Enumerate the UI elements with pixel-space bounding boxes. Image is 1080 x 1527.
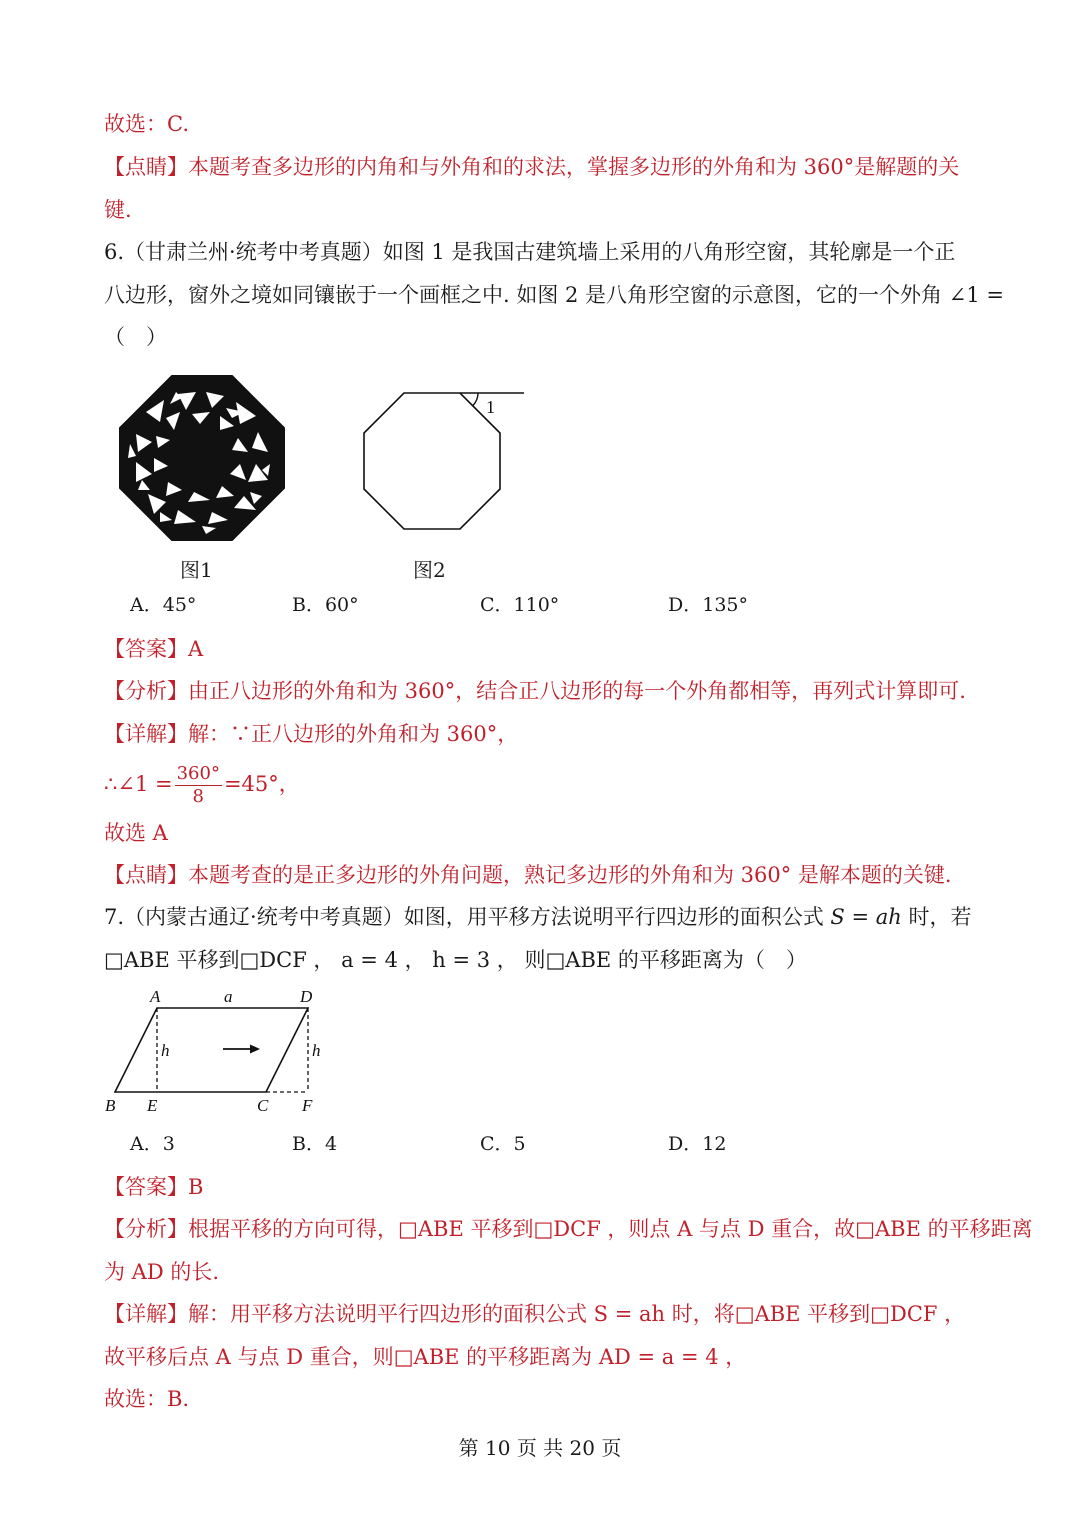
- question-6-line-1: 6.（甘肃兰州·统考中考真题）如图 1 是我国古建筑墙上采用的八角形空窗，其轮廓是一个正: [104, 240, 956, 264]
- label-D: D: [300, 987, 313, 1006]
- comment-6: 【点睛】本题考查的是正多边形的外角问题，熟记多边形的外角和为 360° 是解本题的关键.: [104, 863, 952, 887]
- choice-6-c: C．110°: [480, 594, 560, 616]
- answer-7: 【答案】B: [104, 1175, 204, 1199]
- analysis-7-line-1: 【分析】根据平移的方向可得，□ABE 平移到□DCF ，则点 A 与点 D 重合，故□ABE 的平移距离: [104, 1217, 1033, 1241]
- page-footer: 第 10 页 共 20 页: [458, 1436, 622, 1460]
- choice-7-d: D．12: [668, 1133, 727, 1155]
- choice-7-a: A．3: [130, 1133, 175, 1155]
- angle-1-label: 1: [486, 397, 495, 417]
- question-7-line-1: 7.（内蒙古通辽·统考中考真题）如图，用平移方法说明平行四边形的面积公式 S = ah 时，若: [104, 905, 972, 929]
- label-E: E: [147, 1096, 158, 1115]
- choice-6-a: A．45°: [130, 594, 197, 616]
- label-A: A: [150, 987, 161, 1006]
- detail-6: 【详解】解：∵正八边形的外角和为 360°，: [104, 722, 519, 746]
- figure-1-caption: 图1: [180, 558, 213, 582]
- label-h-right: h: [312, 1041, 321, 1060]
- figure-1-octagon-window: [116, 372, 288, 544]
- choice-6-d: D．135°: [668, 594, 748, 616]
- label-F: F: [302, 1096, 313, 1115]
- detail-7-line-1: 【详解】解：用平移方法说明平行四边形的面积公式 S = ah 时，将□ABE 平移到□DCF ，: [104, 1302, 966, 1326]
- question-6-line-3: （ ）: [104, 325, 167, 349]
- fraction: $\frac{360^\circ}{8}$: [176, 763, 220, 807]
- comment-line-1: 【点睛】本题考查多边形的内角和与外角和的求法，掌握多边形的外角和为 360°是解题的关: [104, 155, 960, 179]
- question-7-line-2: □ABE 平移到□DCF ， a = 4 ， h = 3 ， 则□ABE 的平移距离为（ ）: [104, 948, 807, 972]
- choice-7-b: B．4: [292, 1133, 338, 1155]
- question-6-line-2: 八边形，窗外之境如同镶嵌于一个画框之中. 如图 2 是八角形空窗的示意图，它的一个外角 ∠1 =: [104, 283, 1004, 307]
- calculation-6: ∴∠1 = $\frac{360^\circ}{8}$ =45°，: [104, 763, 300, 807]
- figure-2-caption: 图2: [413, 558, 446, 582]
- figure-2-octagon-diagram: [358, 382, 528, 536]
- answer-selection-5: 故选：C.: [104, 112, 189, 136]
- answer-6: 【答案】A: [104, 637, 204, 661]
- analysis-6: 【分析】由正八边形的外角和为 360°，结合正八边形的每一个外角都相等，再列式计算即可.: [104, 679, 966, 703]
- analysis-7-line-2: 为 AD 的长.: [104, 1260, 220, 1284]
- label-B: B: [105, 1096, 116, 1115]
- figure-parallelogram: [100, 984, 340, 1118]
- detail-7-line-2: 故平移后点 A 与点 D 重合，则□ABE 的平移距离为 AD = a = 4 ，: [104, 1345, 747, 1369]
- choice-7-c: C．5: [480, 1133, 526, 1155]
- label-a: a: [224, 987, 233, 1006]
- choice-6-b: B．60°: [292, 594, 359, 616]
- selection-7: 故选：B.: [104, 1387, 190, 1411]
- label-h-left: h: [161, 1041, 170, 1060]
- comment-line-2: 键.: [104, 198, 132, 222]
- label-C: C: [257, 1096, 269, 1115]
- selection-6: 故选 A: [104, 821, 168, 845]
